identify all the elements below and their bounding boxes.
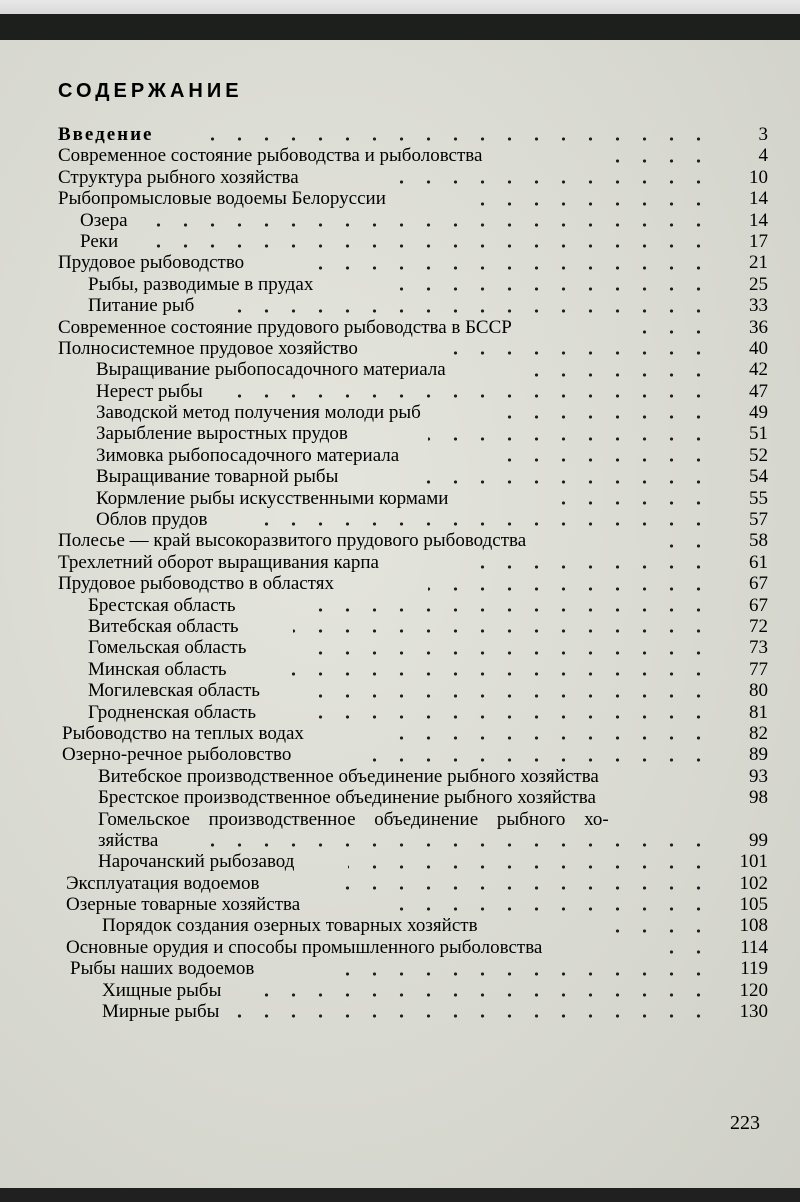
toc-entry-page: 52	[749, 444, 768, 466]
toc-heading: СОДЕРЖАНИЕ	[58, 80, 243, 102]
toc-entry-title: Брестская область	[88, 594, 236, 616]
toc-entry-title: Выращивание товарной рыбы	[96, 466, 339, 488]
toc-entry	[58, 402, 770, 423]
toc-entry-title: Могилевская область	[88, 680, 260, 702]
toc-entry-page: 33	[749, 295, 768, 317]
toc-entry	[58, 295, 770, 316]
toc-entry-title: Современное состояние прудового рыбоводства в БССР	[58, 316, 512, 338]
toc-entry-page: 98	[749, 787, 768, 809]
toc-entry-title: Прудовое рыбоводство в областях	[58, 573, 334, 595]
toc-entry-title: Полносистемное прудовое хозяйство	[58, 337, 358, 359]
toc-entry-page: 14	[749, 209, 768, 231]
toc-entry	[58, 787, 770, 808]
toc-entry	[58, 317, 770, 338]
toc-entry-title: Порядок создания озерных товарных хозяйств	[102, 915, 478, 937]
toc-entry-page: 105	[739, 894, 768, 916]
toc-entry	[58, 744, 770, 765]
toc-entry	[58, 124, 770, 145]
toc-entry-page: 4	[758, 145, 768, 167]
toc-entry-page: 73	[749, 637, 768, 659]
toc-entry	[58, 274, 770, 295]
toc-entry-title: Трехлетний оборот выращивания карпа	[58, 551, 379, 573]
toc-entry-page: 55	[749, 487, 768, 509]
toc-entry-title: Озерные товарные хозяйства	[66, 894, 301, 916]
toc-entry	[58, 530, 770, 551]
table-of-contents	[58, 124, 770, 1022]
toc-entry	[58, 252, 770, 273]
toc-entry	[58, 573, 770, 594]
toc-entry	[58, 188, 770, 209]
toc-entry-title: Озерно-речное рыболовство	[62, 744, 292, 766]
toc-entry-title: Озера	[80, 209, 128, 231]
toc-entry	[58, 980, 770, 1001]
toc-entry	[58, 702, 770, 723]
toc-entry-page: 77	[749, 658, 768, 680]
toc-entry-page: 36	[749, 316, 768, 338]
toc-entry	[58, 723, 770, 744]
toc-entry	[58, 445, 770, 466]
toc-entry-page: 108	[739, 915, 768, 937]
toc-entry-page: 57	[749, 509, 768, 531]
toc-entry-title: Нерест рыбы	[96, 380, 203, 402]
toc-entry-page: 3	[758, 124, 768, 145]
toc-entry-title: Хищные рыбы	[102, 979, 222, 1001]
toc-entry	[58, 338, 770, 359]
toc-entry-title: Питание рыб	[88, 295, 195, 317]
toc-entry-title: Структура рыбного хозяйства	[58, 166, 299, 188]
toc-entry-page: 101	[739, 851, 768, 873]
toc-entry-page: 130	[739, 1001, 768, 1023]
toc-entry-title: Основные орудия и способы промышленного рыболовства	[66, 936, 543, 958]
toc-entry-title: Минская область	[88, 658, 227, 680]
toc-entry-page: 67	[749, 573, 768, 595]
toc-entry-page: 114	[740, 936, 768, 958]
toc-entry-title: Рыбоводство на теплых водах	[62, 722, 304, 744]
toc-entry-title: Прудовое рыбоводство	[58, 252, 245, 274]
toc-entry-page: 14	[749, 188, 768, 210]
toc-entry	[58, 809, 770, 830]
toc-entry	[58, 958, 770, 979]
toc-entry-title: Гомельское производственное объединение рыбного хо-	[98, 808, 609, 830]
toc-entry-title: Витебское производственное объединение рыбного хозяйства	[98, 765, 599, 787]
toc-entry-title: Полесье — край высокоразвитого прудового рыбоводства	[58, 530, 527, 552]
background-bottom-shadow	[0, 1188, 800, 1202]
toc-entry-page: 49	[749, 402, 768, 424]
toc-entry-title: зяйства	[98, 829, 159, 851]
toc-entry-title: Эксплуатация водоемов	[66, 872, 260, 894]
toc-entry	[58, 509, 770, 530]
toc-entry	[58, 359, 770, 380]
toc-entry	[58, 659, 770, 680]
toc-entry-page: 89	[749, 744, 768, 766]
toc-entry-page: 80	[749, 680, 768, 702]
toc-entry-page: 82	[749, 722, 768, 744]
toc-entry	[58, 616, 770, 637]
toc-entry	[58, 423, 770, 444]
toc-entry-title: Современное состояние рыбоводства и рыболовства	[58, 145, 483, 167]
toc-entry-page: 119	[740, 958, 768, 980]
toc-entry	[58, 210, 770, 231]
toc-entry-title: Рыбы, разводимые в прудах	[88, 273, 314, 295]
toc-entry	[58, 381, 770, 402]
toc-entry	[58, 637, 770, 658]
toc-entry-page: 42	[749, 359, 768, 381]
toc-entry-page: 102	[739, 872, 768, 894]
toc-entry-title: Кормление рыбы искусственными кормами	[96, 487, 449, 509]
toc-entry	[58, 595, 770, 616]
toc-entry	[58, 873, 770, 894]
toc-entry-page: 61	[749, 551, 768, 573]
page-number: 223	[730, 1112, 760, 1134]
toc-entry-page: 40	[749, 337, 768, 359]
toc-entry-page: 51	[749, 423, 768, 445]
toc-entry-title: Заводской метод получения молоди рыб	[96, 402, 421, 424]
toc-entry-title: Витебская область	[88, 615, 239, 637]
toc-entry-page: 10	[749, 166, 768, 188]
toc-entry-title: Гомельская область	[88, 637, 247, 659]
toc-entry	[58, 894, 770, 915]
toc-entry-page: 25	[749, 273, 768, 295]
toc-entry-page: 54	[749, 466, 768, 488]
toc-entry	[58, 680, 770, 701]
toc-entry-title: Нарочанский рыбозавод	[98, 851, 295, 873]
toc-entry	[58, 167, 770, 188]
toc-entry-title: Гродненская область	[88, 701, 256, 723]
toc-entry-page: 120	[739, 979, 768, 1001]
toc-entry-title: Рыбопромысловые водоемы Белоруссии	[58, 188, 386, 210]
toc-entry-page: 21	[749, 252, 768, 274]
toc-entry	[58, 915, 770, 936]
toc-entry-page: 99	[749, 829, 768, 851]
toc-entry	[58, 830, 770, 851]
toc-entry-page: 17	[749, 230, 768, 252]
toc-entry-title: Зимовка рыбопосадочного материала	[96, 444, 400, 466]
toc-entry-page: 93	[749, 765, 768, 787]
toc-entry-title: Зарыбление выростных прудов	[96, 423, 348, 445]
toc-entry	[58, 766, 770, 787]
toc-entry	[58, 466, 770, 487]
toc-entry-title: Выращивание рыбопосадочного материала	[96, 359, 446, 381]
toc-entry-page: 72	[749, 615, 768, 637]
toc-entry	[58, 231, 770, 252]
toc-entry	[58, 851, 770, 872]
toc-entry-page: 67	[749, 594, 768, 616]
toc-entry-page: 58	[749, 530, 768, 552]
toc-entry-title: Реки	[80, 230, 119, 252]
toc-entry-title: Введение	[58, 124, 154, 145]
toc-entry	[58, 937, 770, 958]
toc-entry	[58, 552, 770, 573]
toc-entry	[58, 1001, 770, 1022]
toc-entry-title: Мирные рыбы	[102, 1001, 220, 1023]
toc-entry	[58, 145, 770, 166]
toc-entry	[58, 488, 770, 509]
toc-entry-title: Облов прудов	[96, 509, 208, 531]
toc-entry-title: Рыбы наших водоемов	[70, 958, 255, 980]
toc-entry-page: 47	[749, 380, 768, 402]
toc-entry-page: 81	[749, 701, 768, 723]
toc-entry-title: Брестское производственное объединение рыбного хозяйства	[98, 787, 596, 809]
